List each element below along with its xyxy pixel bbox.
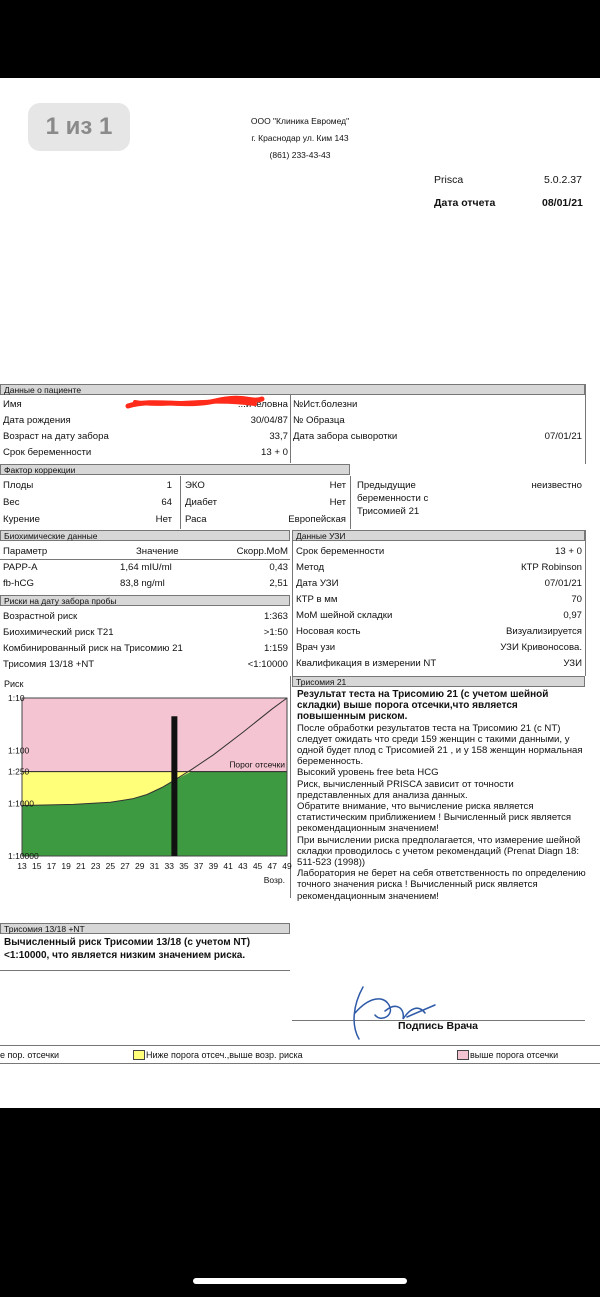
biochem-param: PAPP-A <box>3 562 38 573</box>
ultrasound-value: 70 <box>571 594 582 605</box>
biochem-param: fb-hCG <box>3 578 34 589</box>
section-correction: Фактор коррекции <box>0 464 350 475</box>
x-tick-label: 27 <box>120 861 130 871</box>
report-page <box>0 78 600 1108</box>
ivf-label: ЭКО <box>185 480 205 491</box>
x-tick-label: 15 <box>31 861 42 871</box>
risk-chart <box>0 676 292 890</box>
doctor-signature <box>345 983 440 1043</box>
biochem-col-param: Параметр <box>3 546 48 557</box>
biochem-mom: 0,43 <box>269 562 288 573</box>
divider <box>180 476 181 529</box>
section-biochem: Биохимические данные <box>0 530 290 541</box>
x-tick-label: 21 <box>76 861 86 871</box>
ultrasound-value: 13 + 0 <box>555 546 582 557</box>
x-tick-label: 37 <box>193 861 204 871</box>
weight-value: 64 <box>161 497 172 508</box>
y-tick-label: 1:10000 <box>8 851 39 861</box>
chart-ylabel: Риск <box>4 679 24 689</box>
risk-label: Биохимический риск T21 <box>3 627 114 638</box>
legend-middle-label: Ниже порога отсеч.,выше возр. риска <box>146 1050 303 1060</box>
page-indicator[interactable]: 1 из 1 <box>28 103 130 151</box>
divider <box>0 559 290 560</box>
ultrasound-label: Метод <box>296 562 325 573</box>
legend-pink-swatch <box>457 1050 469 1060</box>
t21-line: После обработки результатов теста на Трисомию 21 (с NT) следует ожидать что среди 159 женщин с такими данными, у одной будет плод с Трисомией 21 , и у 158 женщин нормальная беременность. <box>297 722 583 768</box>
biochem-value: 83,8 ng/ml <box>120 578 165 589</box>
software-version: 5.0.2.37 <box>544 174 582 186</box>
x-tick-label: 33 <box>164 861 174 871</box>
term-value: 13 + 0 <box>261 447 288 458</box>
patient-name-label: Имя <box>3 399 22 410</box>
ultrasound-label: Носовая кость <box>296 626 361 637</box>
t21-line: Обратите внимание, что вычисление риска является статистическим приближением ! Вычисленный риск является рекомендационным значением! <box>297 801 572 835</box>
prev-label-3: Трисомией 21 <box>357 506 420 517</box>
weight-label: Вес <box>3 497 20 508</box>
t21-line: Риск, вычисленный PRISCA зависит от точности представленных для анализа данных. <box>297 778 514 801</box>
divider <box>585 530 586 676</box>
cutoff-label: Порог отсечки <box>229 759 285 770</box>
ultrasound-label: КТР в мм <box>296 594 338 605</box>
x-tick-label: 29 <box>135 861 145 871</box>
ultrasound-value: 0,97 <box>563 610 582 621</box>
x-tick-label: 35 <box>179 861 189 871</box>
biochem-col-mom: Скорр.МоМ <box>236 546 288 557</box>
home-indicator[interactable] <box>193 1278 407 1284</box>
t21-result-text <box>297 689 587 902</box>
ivf-value: Нет <box>329 480 346 491</box>
divider <box>290 395 291 463</box>
race-value: Европейская <box>288 514 346 525</box>
ultrasound-label: Квалификация в измерении NT <box>296 658 437 669</box>
serum-date-value: 07/01/21 <box>544 431 582 442</box>
serum-date-label: Дата забора сыворотки <box>293 431 398 442</box>
divider <box>0 970 290 971</box>
fetuses-label: Плоды <box>3 480 34 491</box>
biochem-col-value: Значение <box>136 546 179 557</box>
risk-value: <1:10000 <box>247 659 288 670</box>
divider <box>292 541 293 676</box>
prev-label-1: Предыдущие <box>357 480 416 491</box>
x-tick-label: 17 <box>46 861 57 871</box>
software-label: Prisca <box>434 174 464 186</box>
diabetes-label: Диабет <box>185 497 217 508</box>
t21-line: Высокий уровень free beta HCG <box>297 767 439 779</box>
dob-label: Дата рождения <box>3 415 71 426</box>
race-label: Раса <box>185 514 207 525</box>
x-tick-label: 43 <box>238 861 248 871</box>
sample-label: № Образца <box>293 415 345 426</box>
section-t21: Трисомия 21 <box>292 676 585 687</box>
section-risks: Риски на дату забора пробы <box>0 595 290 606</box>
x-axis-label: Возр. <box>263 875 285 885</box>
legend-above-label: выше порога отсечки <box>470 1050 559 1060</box>
x-tick-label: 45 <box>252 861 263 871</box>
x-tick-label: 49 <box>282 861 292 871</box>
t1318-text: Вычисленный риск Трисомии 13/18 (с учетом NT) <1:10000, что является низким значением риска. <box>4 937 251 961</box>
report-date-label: Дата отчета <box>434 197 496 209</box>
patient-name-value: ...ичеловна <box>237 399 288 410</box>
risk-label: Комбинированный риск на Трисомию 21 <box>3 643 183 654</box>
dob-value: 30/04/87 <box>250 415 288 426</box>
y-tick-label: 1:10 <box>8 693 25 703</box>
x-tick-label: 41 <box>223 861 233 871</box>
biochem-value: 1,64 mIU/ml <box>120 562 172 573</box>
section-patient: Данные о пациенте <box>0 384 585 395</box>
x-tick-label: 39 <box>208 861 219 871</box>
x-tick-label: 23 <box>90 861 101 871</box>
clinic-name: ООО "Клиника Евромед" <box>250 116 350 126</box>
diabetes-value: Нет <box>329 497 346 508</box>
redaction-scribble <box>125 394 265 412</box>
ultrasound-value: Визуализируется <box>506 626 582 637</box>
t21-headline: Результат теста на Трисомию 21 (с учетом шейной складки) выше порога отсечки,что является повышенным риском. <box>297 689 549 723</box>
term-label: Срок беременности <box>3 447 92 458</box>
x-tick-label: 47 <box>267 861 278 871</box>
risk-value: 1:363 <box>263 611 288 622</box>
clinic-address: г. Краснодар ул. Ким 143 <box>251 133 349 143</box>
prev-value: неизвестно <box>531 480 582 491</box>
signature-label: Подпись Врача <box>398 1020 479 1032</box>
record-label: №Ист.болезни <box>293 399 358 410</box>
report-date-value: 08/01/21 <box>542 197 583 209</box>
ultrasound-value: КТР Robinson <box>520 562 582 573</box>
section-ultrasound: Данные УЗИ <box>292 530 585 541</box>
ultrasound-value: 07/01/21 <box>544 578 582 589</box>
risk-label: Трисомия 13/18 +NT <box>3 659 95 670</box>
risk-value: 1:159 <box>263 643 288 654</box>
x-tick-label: 25 <box>105 861 116 871</box>
x-tick-label: 19 <box>61 861 71 871</box>
divider <box>350 476 351 529</box>
age-label: Возраст на дату забора <box>3 431 109 442</box>
legend-yellow-swatch <box>133 1050 145 1060</box>
x-tick-label: 13 <box>17 861 27 871</box>
y-tick-label: 1:1000 <box>8 798 34 809</box>
legend-below-label: е пор. отсечки <box>0 1050 60 1060</box>
smoking-value: Нет <box>155 514 172 525</box>
clinic-phone: (861) 233-43-43 <box>269 150 331 160</box>
smoking-label: Курение <box>3 514 40 525</box>
section-t1318: Трисомия 13/18 +NT <box>0 923 290 934</box>
divider <box>0 1063 600 1064</box>
biochem-mom: 2,51 <box>269 578 288 589</box>
risk-value: >1:50 <box>263 627 288 638</box>
prev-label-2: беременности с <box>357 493 429 504</box>
patient-marker <box>171 716 177 856</box>
fetuses-value: 1 <box>166 480 172 491</box>
t21-line: Лаборатория не берет на себя ответственность по определению точного значения риска ! Вычисленный риск является рекомендационным значением! <box>297 868 586 902</box>
ultrasound-label: МоМ шейной складки <box>296 610 393 621</box>
y-tick-label: 1:100 <box>8 745 30 756</box>
x-tick-label: 31 <box>149 861 160 871</box>
divider <box>0 1045 600 1046</box>
t21-line: При вычислении риска предполагается, что измерение шейной складки проводилось с учетом рекомендаций (Prenat Diagn 18: 511-523 (1998)) <box>297 834 581 869</box>
ultrasound-value: УЗИ Кривоносова. <box>500 642 582 653</box>
ultrasound-label: Срок беременности <box>296 546 385 557</box>
ultrasound-label: Врач узи <box>296 642 336 653</box>
ultrasound-value: УЗИ <box>563 658 582 669</box>
divider <box>585 384 586 464</box>
risk-label: Возрастной риск <box>3 611 78 622</box>
y-tick-label: 1:250 <box>8 766 30 777</box>
ultrasound-label: Дата УЗИ <box>296 578 339 589</box>
age-value: 33,7 <box>269 431 288 442</box>
